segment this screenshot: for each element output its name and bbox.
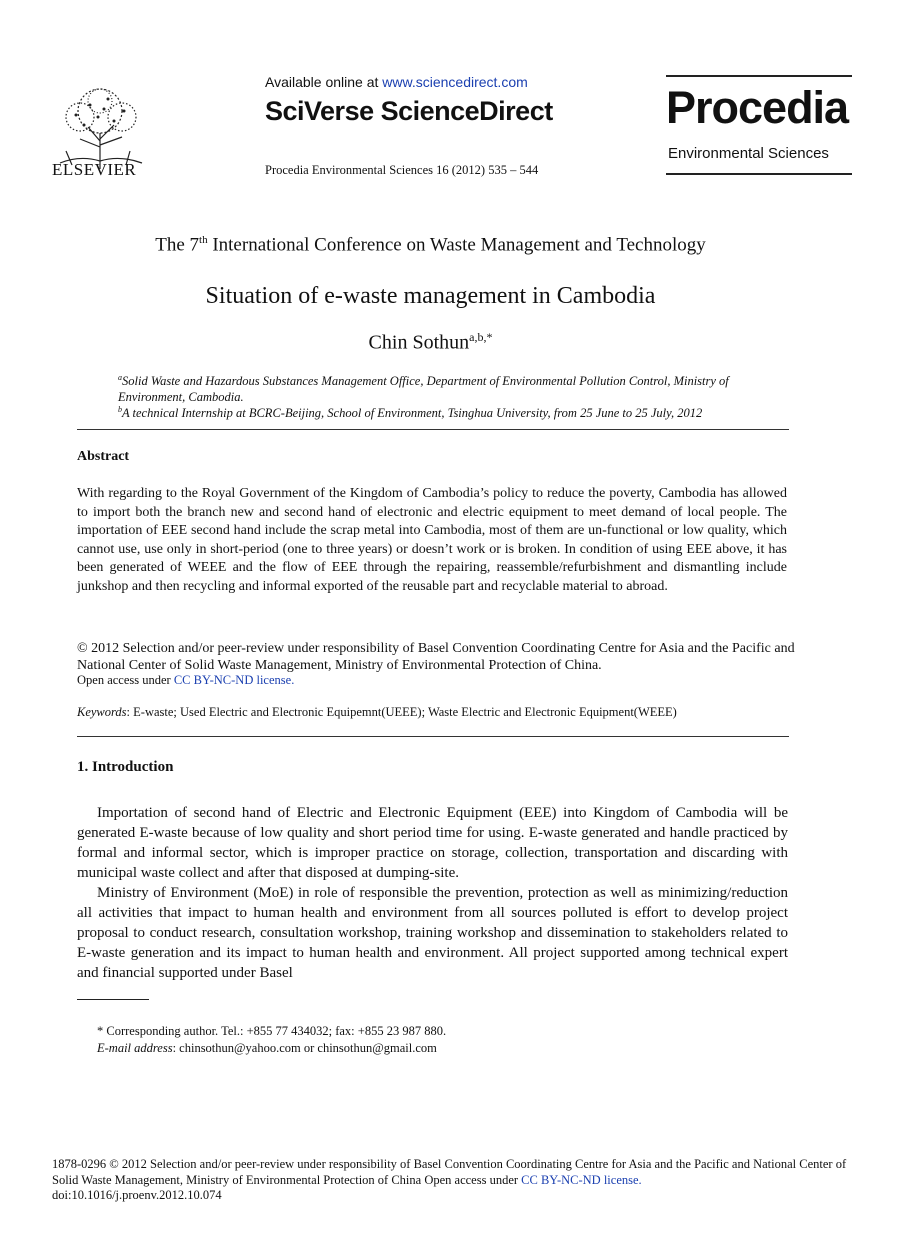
platform-title: SciVerse ScienceDirect [265, 96, 553, 126]
footnote-corresponding: * Corresponding author. Tel.: +855 77 434032; fax: +855 23 987 880. [97, 1024, 447, 1038]
paper-title: Situation of e-waste management in Cambodia [205, 283, 656, 309]
affiliation-a [118, 370, 788, 405]
divider-top [77, 429, 789, 430]
author-name: Chin Sothun [368, 331, 470, 354]
author-line [0, 330, 861, 355]
abstract-heading: Abstract [77, 449, 130, 464]
affiliation-b-mark: b [118, 405, 122, 414]
open-access-line [77, 673, 294, 688]
open-access-prefix: Open access under [77, 673, 174, 687]
email-text: : chinsothun@yahoo.com or chinsothun@gmail.com [172, 1041, 437, 1055]
conference-post: International Conference on Waste Management and Technology [207, 234, 706, 256]
conference-pre: The 7 [155, 234, 200, 256]
journal-brand: Procedia [666, 82, 849, 133]
footnote-email [97, 1041, 437, 1056]
section-heading: 1. Introduction [77, 759, 174, 775]
affiliation-a-mark: a [118, 373, 122, 382]
keywords-line [77, 705, 677, 720]
keywords-text: : E-waste; Used Electric and Electronic Equipemnt(UEEE); Waste Electric and Electronic Equipment(WEEE) [126, 705, 677, 719]
license-link[interactable]: CC BY-NC-ND license. [173, 673, 295, 687]
footer-notice [52, 1156, 862, 1188]
email-label: E-mail address [97, 1041, 173, 1055]
sciencedirect-link[interactable]: www.sciencedirect.com [382, 74, 528, 90]
affiliation-b [118, 402, 788, 421]
copyright-notice: © 2012 Selection and/or peer-review under responsibility of Basel Convention Coordinating Centre for Asia and the Pacific and National Center of Solid Waste Management, Ministry of Environmental Protection of China. [77, 641, 795, 673]
footer-license-link[interactable]: CC BY-NC-ND license. [521, 1173, 642, 1187]
conference-name [0, 234, 861, 256]
divider-bottom [77, 736, 789, 737]
journal-brand-sub: Environmental Sciences [668, 145, 829, 162]
affiliation-b-text: A technical Internship at BCRC-Beijing, School of Environment, Tsinghua University, from 25 June to 25 July, 2012 [122, 406, 703, 421]
conference-sup: th [199, 234, 208, 246]
keywords-label: Keywords [77, 705, 127, 719]
journal-citation: Procedia Environmental Sciences 16 (2012) 535 – 544 [265, 163, 539, 177]
available-online-line [265, 74, 528, 90]
brand-rule-bottom [666, 173, 852, 175]
abstract-text: With regarding to the Royal Government of the Kingdom of Cambodia’s policy to reduce the poverty, Cambodia has allowed to import both the branch new and second hand of electronic and electric equipment to meet demand of local people. The importation of EEE second hand include the scrap metal into Cambodia, most of them are un-functional or low quality, which cannot use, use only in short-period (one to three years) or doesn’t work or is broken. In condition of using EEE above, it has been generated of WEEE and the flow of EEE through the repairing, reassemble/refurbishment and dismantling include junkshop and then recycling and informal exported of the reusable part and recyclable material to abroad. [77, 486, 787, 594]
footnote-rule [77, 999, 149, 1000]
available-prefix: Available online at [265, 74, 383, 90]
footer-open-access-prefix: Open access under [424, 1173, 522, 1187]
intro-paragraph-1: Importation of second hand of Electric and Electronic Equipment (EEE) into Kingdom of Cambodia will be generated E-waste because of low quality and short period time for using. E-waste generated and handle practiced by formal and informal sector, which is improper practice on storage, collection, transportation and discarding with municipal waste collect and after that disposed at dumping-site. [77, 805, 788, 881]
publisher-wordmark: ELSEVIER [52, 160, 137, 179]
footer-notice-text: 1878-0296 © 2012 Selection and/or peer-review under responsibility of Basel Convention Coordinating Centre for Asia and the Pacific and National Center of Solid Waste Management, Ministry of Environmental Protection of China [52, 1157, 847, 1187]
affiliation-a-text: Solid Waste and Hazardous Substances Management Office, Department of Environmental Pollution Control, Ministry of Environment, Cambodia. [118, 374, 729, 405]
intro-paragraph-2: Ministry of Environment (MoE) in role of responsible the prevention, protection as well as minimizing/reduction all activities that impact to human health and environment from all sources polluted is effort to develop project proposal to conduct research, consultation workshop, training workshop and dissemination to stakeholders related to E-waste generation and its impact to human health and environment. All project supported among technical expert and financial supported under Basel [77, 885, 788, 981]
brand-rule-top [666, 75, 852, 77]
author-markers: a,b,* [469, 330, 493, 344]
doi: doi:10.1016/j.proenv.2012.10.074 [52, 1188, 222, 1202]
